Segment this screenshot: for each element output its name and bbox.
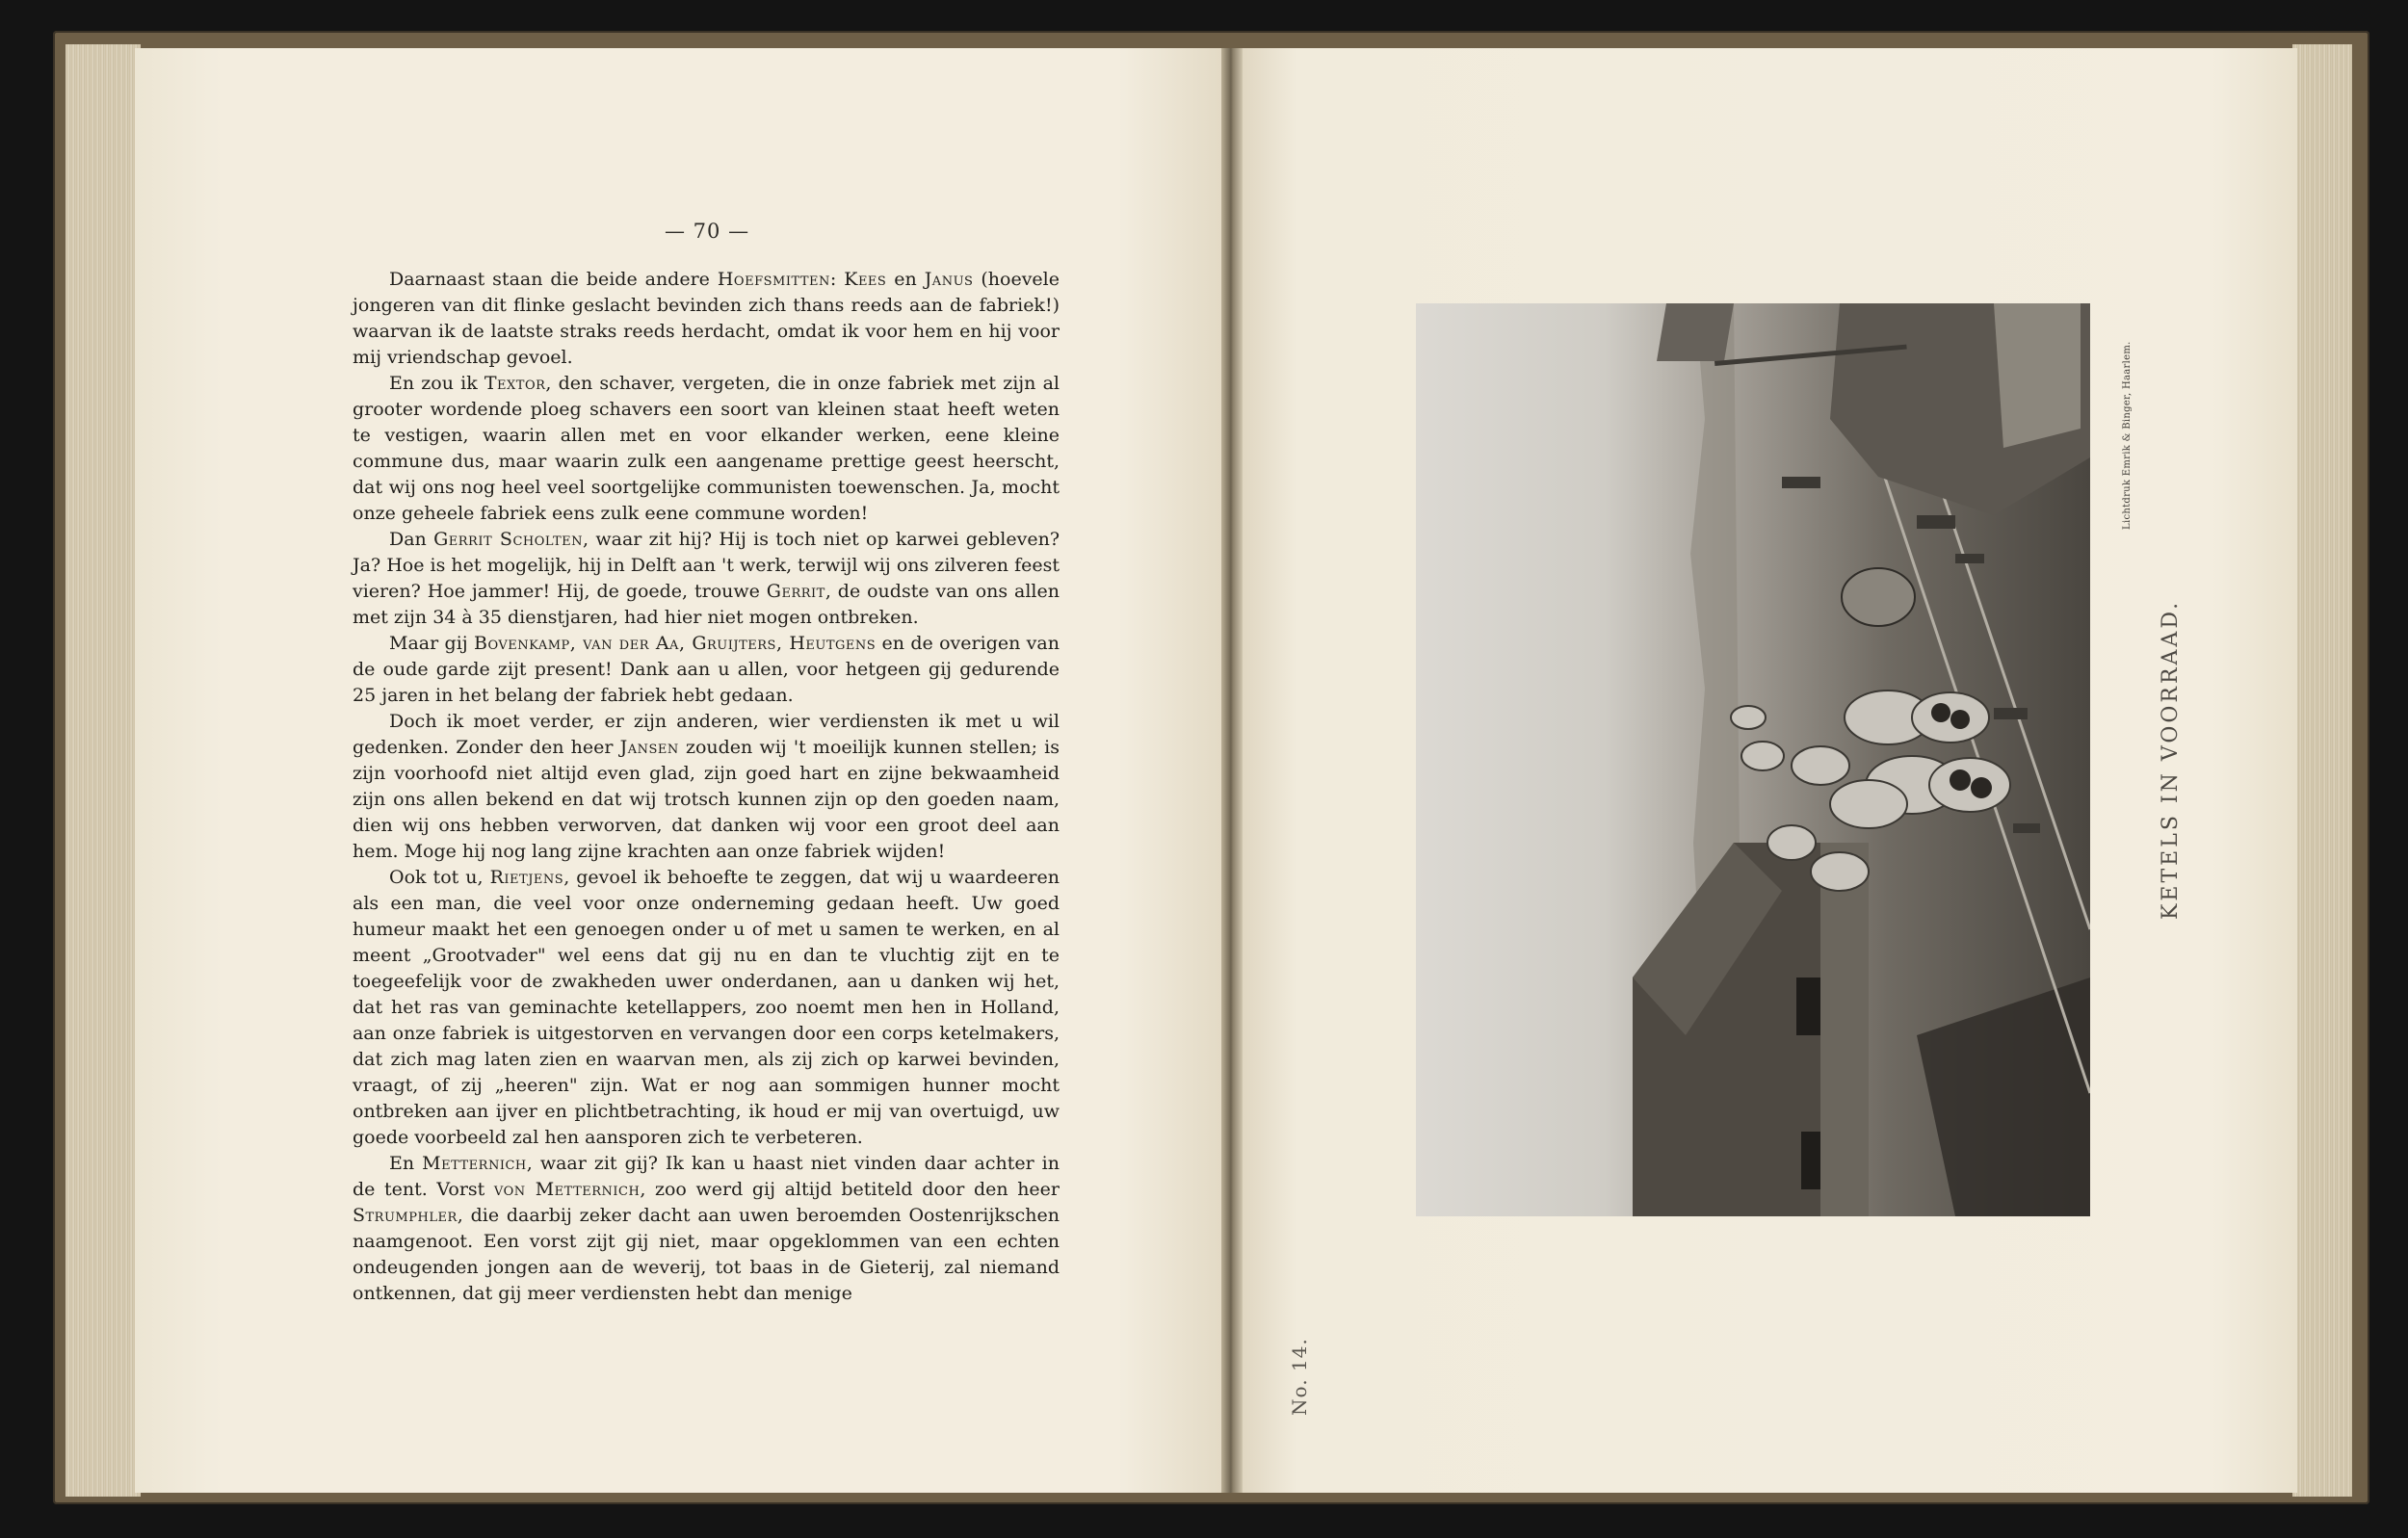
name-smallcaps: Hoefsmitten xyxy=(717,269,830,290)
name-smallcaps: Strumphler xyxy=(353,1205,458,1226)
boiler-yard-photograph xyxy=(1416,303,2090,1216)
name-smallcaps: Janus xyxy=(924,269,974,290)
text-run: en de overigen van de oude garde zijt present! Dank aan u allen, voor hetgeen gij gedurende 25 jaren in het belang der fabriek hebt gedaan. xyxy=(353,633,1060,706)
page-number: — 70 — xyxy=(665,220,750,243)
text-run: en xyxy=(886,269,925,290)
text-run: Ook tot u, xyxy=(389,867,490,888)
text-run: , de oudste van ons allen met zijn 34 à 35 dienstjaren, had hier niet mogen ontbreken. xyxy=(353,581,1060,628)
name-smallcaps: Bovenkamp, van der Aa, Gruijters, Heutgens xyxy=(474,633,877,654)
text-run: Daarnaast staan die beide andere xyxy=(389,269,718,290)
plate-number: No. 14. xyxy=(1288,1338,1311,1416)
text-run: Dan xyxy=(389,529,434,550)
paragraph xyxy=(353,631,1060,709)
text-run: En xyxy=(389,1153,423,1174)
paragraph xyxy=(353,527,1060,631)
paragraph xyxy=(353,371,1060,527)
text-run: , den schaver, vergeten, die in onze fabriek met zijn al grooter wordende ploeg schavers een soort van kleinen staat heeft weten te vestigen, waarin allen met en voor elkander werken, eene kleine commune dus, maar waarin zulk een aangename prettige geest heerscht, dat wij ons nog heel veel soortgelijke communisten toewenschen. Ja, mocht onze geheele fabriek eens zulk eene commune worden! xyxy=(353,373,1060,524)
left-page-edges xyxy=(65,44,141,1497)
name-smallcaps: Gerrit Scholten xyxy=(433,529,584,550)
text-run: Maar gij xyxy=(389,633,475,654)
text-run: zouden wij 't moeilijk kunnen stellen; is zijn voorhoofd niet altijd even glad, zijn goed hart en zijne bekwaamheid zijn ons allen bekend en dat wij trotsch kunnen zijn op den goeden naam, dien wij ons hebben verworven, dat danken wij voor een groot deel aan hem. Moge hij nog lang zijne krachten aan onze fabriek wijden! xyxy=(353,737,1060,862)
paragraph xyxy=(353,1151,1060,1307)
book-gutter xyxy=(1221,48,1243,1493)
text-run: : xyxy=(829,269,845,290)
paragraph xyxy=(353,709,1060,865)
text-run: (hoevele jongeren van dit flinke geslacht bevinden zich thans reeds aan de fabriek!) waarvan ik de laatste straks reeds herdacht, omdat ik voor hem en hij voor mij vriendschap gevoel. xyxy=(353,269,1060,368)
text-run: , waar zit gij? Ik kan u haast niet vinden daar achter in de tent. Vorst xyxy=(353,1153,1060,1200)
right-page-edges xyxy=(2292,44,2352,1497)
printer-credit: Lichtdruk Emrik & Binger, Haarlem. xyxy=(2122,341,2133,530)
body-text xyxy=(353,267,1060,1307)
name-smallcaps: Metternich xyxy=(422,1153,527,1174)
name-smallcaps: Textor xyxy=(484,373,546,394)
plate-title: KETELS IN VOORRAAD. xyxy=(2159,599,2183,920)
text-run: , zoo werd gij altijd betiteld door den heer xyxy=(640,1179,1060,1200)
name-smallcaps: von Metternich xyxy=(493,1179,641,1200)
text-run: En zou ik xyxy=(389,373,484,394)
text-run: , die daarbij zeker dacht aan uwen beroemden Oostenrijkschen naamgenoot. Een vorst zijt gij niet, maar opgeklommen van een echten ondeugenden jongen aan de weverij, tot baas in de Gieterij, zal niemand ontkennen, dat gij meer verdiensten hebt dan menige xyxy=(353,1205,1060,1304)
text-run: , waar zit hij? Hij is toch niet op karwei gebleven? Ja? Hoe is het mogelijk, hij in Delft aan 't werk, terwijl wij ons zilveren feest vieren? Hoe jammer! Hij, de goede, trouwe xyxy=(353,529,1060,602)
name-smallcaps: Gerrit xyxy=(766,581,825,602)
name-smallcaps: Jansen xyxy=(619,737,679,758)
name-smallcaps: Kees xyxy=(844,269,887,290)
name-smallcaps: Rietjens xyxy=(489,867,564,888)
text-run: Doch ik moet verder, er zijn anderen, wier verdiensten ik met u wil gedenken. Zonder den heer xyxy=(353,711,1060,758)
text-run: , gevoel ik behoefte te zeggen, dat wij u waardeeren als een man, die veel voor onze onderneming gedaan heeft. Uw goed humeur maakt het een genoegen onder u of met u samen te werken, en al meent „Grootvader" wel eens dat gij nu en dan te vluchtig zijt en te toegeefelijk voor de zwakheden uwer onderdanen, aan u danken wij het, dat het ras van geminachte ketellappers, zoo noemt men hen in Holland, aan onze fabriek is uitgestorven en vervangen door een corps ketelmakers, dat zich mag laten zien en waarvan men, als zij zich op karwei bevinden, vraagt, of zij „heeren" zijn. Wat er nog aan sommigen hunner mocht ontbreken aan ijver en plichtbetrachting, ik houd er mij van overtuigd, uw goede voorbeeld zal hen aansporen zich te verbeteren. xyxy=(353,867,1060,1148)
photograph-drawing xyxy=(1416,303,2090,1216)
paragraph xyxy=(353,267,1060,371)
paragraph xyxy=(353,865,1060,1151)
